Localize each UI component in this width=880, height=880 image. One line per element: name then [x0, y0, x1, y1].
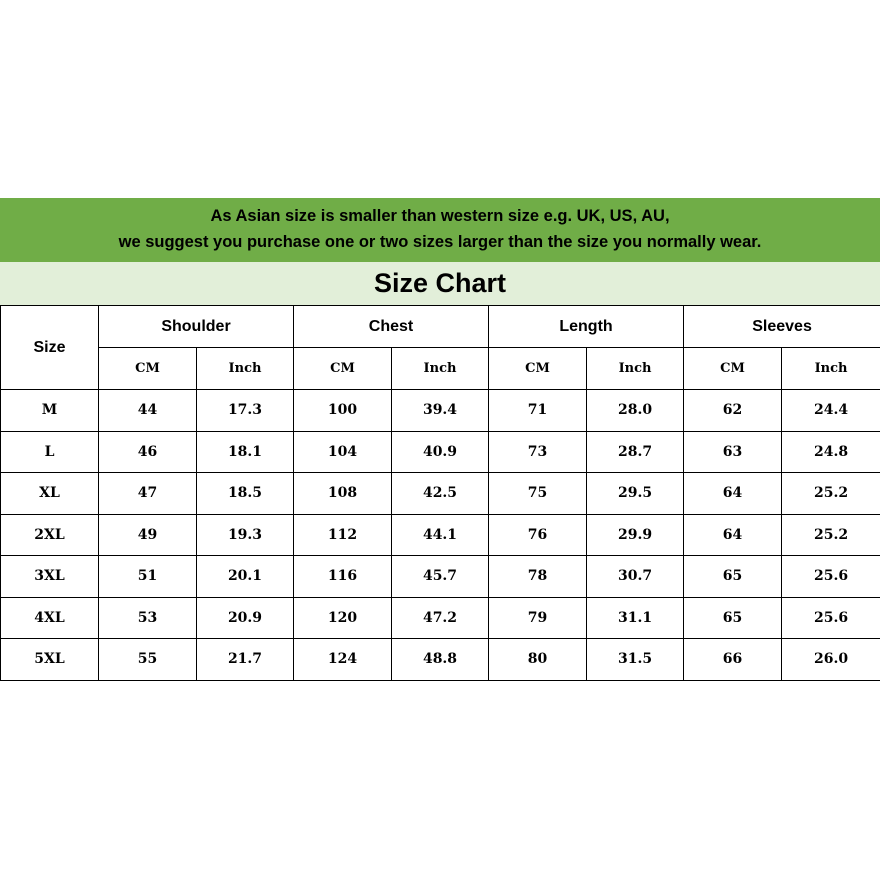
table-cell: 64: [684, 514, 782, 556]
notice-line-2: we suggest you purchase one or two sizes larger than the size you normally wear.: [118, 233, 762, 251]
table-cell: 76: [489, 514, 587, 556]
table-row: [1, 431, 880, 473]
table-cell: 64: [684, 473, 782, 515]
table-cell: 65: [684, 597, 782, 639]
unit-header: Inch: [197, 348, 294, 390]
table-cell: 17.3: [197, 390, 294, 432]
table-cell: 42.5: [392, 473, 489, 515]
table-cell: 28.7: [587, 431, 684, 473]
table-cell: 49: [99, 514, 197, 556]
group-header-chest: Chest: [294, 306, 489, 348]
table-row: [1, 473, 880, 515]
size-label: L: [1, 431, 99, 473]
table-cell: 18.1: [197, 431, 294, 473]
unit-header: Inch: [782, 348, 880, 390]
table-cell: 45.7: [392, 556, 489, 598]
table-cell: 124: [294, 639, 392, 681]
table-row: [1, 390, 880, 432]
table-cell: 112: [294, 514, 392, 556]
table-cell: 63: [684, 431, 782, 473]
size-label: 2XL: [1, 514, 99, 556]
group-header-length: Length: [489, 306, 684, 348]
size-chart-title: Size Chart: [0, 262, 880, 305]
table-cell: 55: [99, 639, 197, 681]
table-cell: 47: [99, 473, 197, 515]
table-cell: 25.6: [782, 556, 880, 598]
table-cell: 29.5: [587, 473, 684, 515]
table-cell: 39.4: [392, 390, 489, 432]
table-cell: 25.6: [782, 597, 880, 639]
table-cell: 24.8: [782, 431, 880, 473]
size-label: 5XL: [1, 639, 99, 681]
table-cell: 48.8: [392, 639, 489, 681]
unit-header: CM: [294, 348, 392, 390]
table-cell: 78: [489, 556, 587, 598]
table-cell: 44.1: [392, 514, 489, 556]
notice-line-1: As Asian size is smaller than western size e.g. UK, US, AU,: [210, 207, 670, 225]
table-cell: 25.2: [782, 473, 880, 515]
table-cell: 80: [489, 639, 587, 681]
table-cell: 28.0: [587, 390, 684, 432]
table-cell: 79: [489, 597, 587, 639]
size-label: 3XL: [1, 556, 99, 598]
table-cell: 66: [684, 639, 782, 681]
table-cell: 120: [294, 597, 392, 639]
table-cell: 24.4: [782, 390, 880, 432]
table-cell: 62: [684, 390, 782, 432]
table-cell: 47.2: [392, 597, 489, 639]
unit-header: CM: [489, 348, 587, 390]
group-header-sleeves: Sleeves: [684, 306, 880, 348]
table-cell: 65: [684, 556, 782, 598]
size-label: 4XL: [1, 597, 99, 639]
table-cell: 30.7: [587, 556, 684, 598]
table-cell: 18.5: [197, 473, 294, 515]
table-cell: 21.7: [197, 639, 294, 681]
table-row: [1, 556, 880, 598]
unit-header: CM: [684, 348, 782, 390]
size-column-header: Size: [1, 306, 99, 390]
table-cell: 40.9: [392, 431, 489, 473]
table-cell: 19.3: [197, 514, 294, 556]
unit-header: Inch: [392, 348, 489, 390]
table-row: [1, 639, 880, 681]
table-cell: 104: [294, 431, 392, 473]
table-cell: 116: [294, 556, 392, 598]
group-header-shoulder: Shoulder: [99, 306, 294, 348]
table-cell: 20.1: [197, 556, 294, 598]
table-cell: 44: [99, 390, 197, 432]
size-table: [0, 305, 880, 681]
unit-header-row: [1, 348, 880, 390]
table-row: [1, 597, 880, 639]
table-cell: 53: [99, 597, 197, 639]
table-cell: 71: [489, 390, 587, 432]
unit-header: CM: [99, 348, 197, 390]
table-cell: 20.9: [197, 597, 294, 639]
table-cell: 29.9: [587, 514, 684, 556]
table-cell: 25.2: [782, 514, 880, 556]
table-cell: 46: [99, 431, 197, 473]
table-cell: 26.0: [782, 639, 880, 681]
table-cell: 75: [489, 473, 587, 515]
notice-banner: [0, 198, 880, 262]
table-cell: 31.1: [587, 597, 684, 639]
table-cell: 31.5: [587, 639, 684, 681]
group-header-row: [1, 306, 880, 348]
table-row: [1, 514, 880, 556]
size-label: M: [1, 390, 99, 432]
table-cell: 108: [294, 473, 392, 515]
table-cell: 51: [99, 556, 197, 598]
table-cell: 100: [294, 390, 392, 432]
table-cell: 73: [489, 431, 587, 473]
unit-header: Inch: [587, 348, 684, 390]
size-label: XL: [1, 473, 99, 515]
